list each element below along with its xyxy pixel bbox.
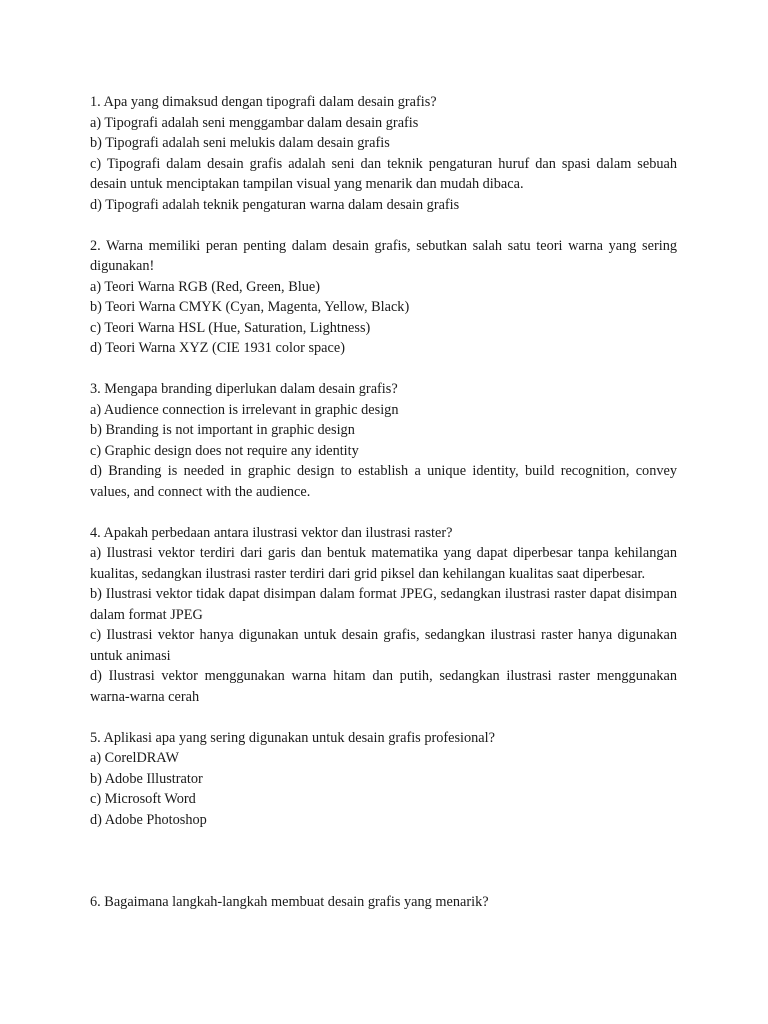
option-a: a) CorelDRAW bbox=[90, 750, 179, 766]
question-text: 5. Aplikasi apa yang sering digunakan untuk desain grafis profesional? bbox=[90, 729, 495, 746]
paragraph-spacer bbox=[90, 830, 677, 892]
option-a: a) Tipografi adalah seni menggambar dalam desain grafis bbox=[90, 114, 419, 131]
option-b: b) Ilustrasi vektor tidak dapat disimpan dalam format JPEG, sedangkan ilustrasi raster dapat disimpan dalam format JPEG bbox=[90, 586, 677, 623]
paragraph-spacer bbox=[90, 215, 677, 236]
option-b: b) Teori Warna CMYK (Cyan, Magenta, Yellow, Black) bbox=[90, 299, 410, 315]
option-c: c) Tipografi dalam desain grafis adalah seni dan teknik pengaturan huruf dan spasi dalam sebuah desain untuk menciptakan tampilan visual yang menarik dan mudah dibaca. bbox=[90, 155, 677, 192]
question-1 bbox=[90, 92, 677, 215]
question-2 bbox=[90, 236, 677, 359]
option-d: d) Branding is needed in graphic design to establish a unique identity, build recognition, convey values, and connect with the audience. bbox=[90, 463, 677, 500]
question-4 bbox=[90, 523, 677, 708]
option-a: a) Audience connection is irrelevant in graphic design bbox=[90, 401, 399, 418]
option-b: b) Branding is not important in graphic design bbox=[90, 422, 355, 438]
option-d: d) Ilustrasi vektor menggunakan warna hitam dan putih, sedangkan ilustrasi raster menggunakan warna-warna cerah bbox=[90, 668, 677, 705]
document-body bbox=[90, 92, 677, 912]
option-c: c) Graphic design does not require any identity bbox=[90, 442, 359, 459]
option-d: d) Adobe Photoshop bbox=[90, 811, 207, 828]
paragraph-spacer bbox=[90, 707, 677, 728]
question-6 bbox=[90, 892, 677, 913]
question-text: 1. Apa yang dimaksud dengan tipografi dalam desain grafis? bbox=[90, 94, 437, 110]
option-d: d) Tipografi adalah teknik pengaturan warna dalam desain grafis bbox=[90, 196, 460, 213]
option-a: a) Ilustrasi vektor terdiri dari garis dan bentuk matematika yang dapat diperbesar tanpa kehilangan kualitas, sedangkan ilustrasi raster terdiri dari grid piksel dan kehilangan kualitas saat diperbesar. bbox=[90, 545, 677, 582]
question-text: 4. Apakah perbedaan antara ilustrasi vektor dan ilustrasi raster? bbox=[90, 524, 453, 541]
question-3 bbox=[90, 379, 677, 502]
option-b: b) Tipografi adalah seni melukis dalam desain grafis bbox=[90, 135, 390, 151]
option-a: a) Teori Warna RGB (Red, Green, Blue) bbox=[90, 278, 320, 295]
option-c: c) Ilustrasi vektor hanya digunakan untuk desain grafis, sedangkan ilustrasi raster hanya digunakan untuk animasi bbox=[90, 627, 677, 664]
option-d: d) Teori Warna XYZ (CIE 1931 color space) bbox=[90, 340, 345, 356]
paragraph-spacer bbox=[90, 359, 677, 380]
question-text: 6. Bagaimana langkah-langkah membuat desain grafis yang menarik? bbox=[90, 893, 489, 910]
question-text: 3. Mengapa branding diperlukan dalam desain grafis? bbox=[90, 381, 398, 397]
option-c: c) Microsoft Word bbox=[90, 791, 196, 807]
paragraph-spacer bbox=[90, 502, 677, 523]
option-c: c) Teori Warna HSL (Hue, Saturation, Lightness) bbox=[90, 319, 371, 336]
question-text: 2. Warna memiliki peran penting dalam desain grafis, sebutkan salah satu teori warna yang sering digunakan! bbox=[90, 237, 677, 274]
question-5 bbox=[90, 728, 677, 831]
option-b: b) Adobe Illustrator bbox=[90, 770, 203, 787]
